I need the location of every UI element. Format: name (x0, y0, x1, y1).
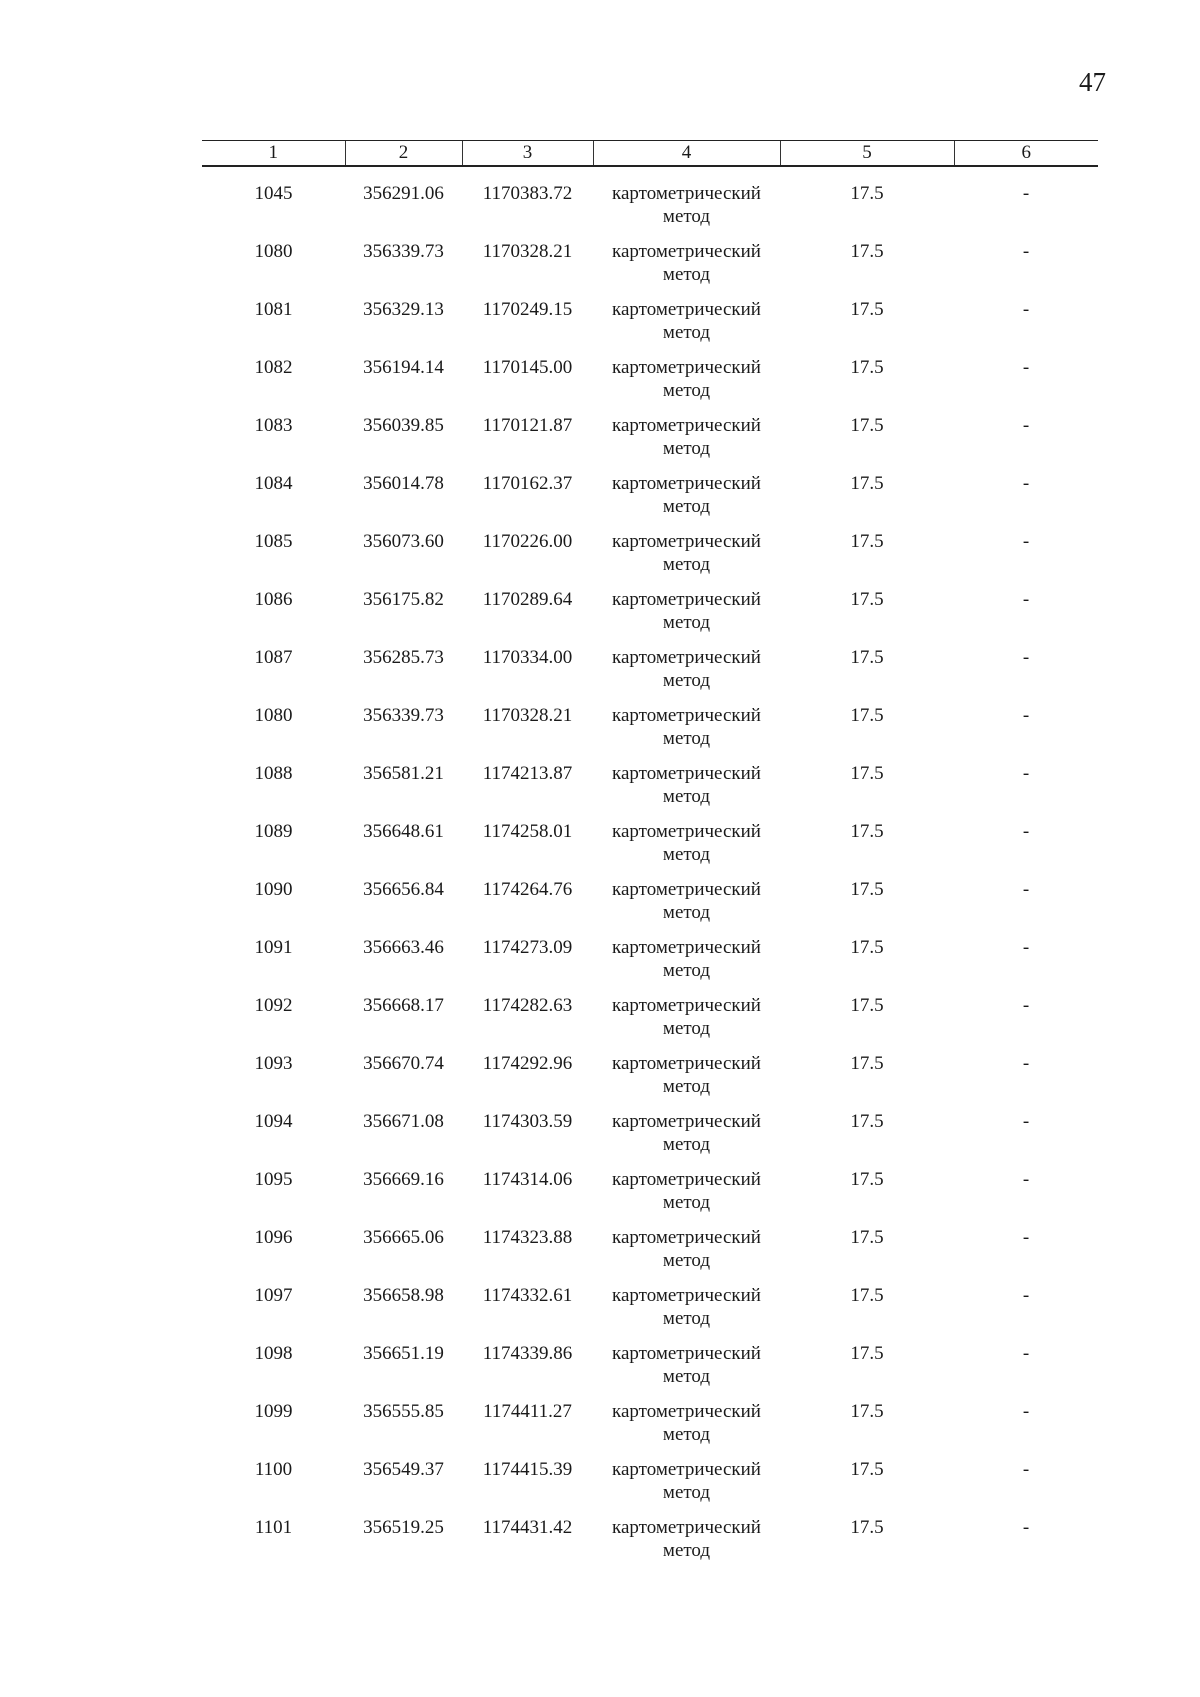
method-cell (593, 1052, 780, 1110)
point-id-cell: 1081 (254, 299, 293, 320)
x-coordinate-cell: 356339.73 (363, 705, 444, 726)
table-row (202, 1516, 1098, 1574)
note-cell: - (1022, 1285, 1030, 1306)
table-row (202, 240, 1098, 298)
table-row (202, 994, 1098, 1052)
y-coordinate-cell: 1170226.00 (482, 531, 573, 552)
x-coordinate-cell: 356175.82 (363, 589, 444, 610)
method-cell (593, 762, 780, 820)
precision-cell: 17.5 (850, 1227, 884, 1248)
precision-cell: 17.5 (850, 995, 884, 1016)
x-coordinate-cell: 356329.13 (363, 299, 444, 320)
x-coordinate-cell: 356291.06 (363, 183, 444, 204)
method-text-line: картометрический (612, 531, 761, 552)
method-text-line: картометрический (612, 1459, 761, 1480)
point-id-cell: 1091 (254, 937, 293, 958)
header-col-5: 5 (780, 141, 954, 167)
note-cell: - (1022, 937, 1030, 958)
table-row (202, 1052, 1098, 1110)
method-cell (593, 936, 780, 994)
method-cell (593, 1342, 780, 1400)
point-id-cell: 1089 (254, 821, 293, 842)
y-coordinate-cell: 1174323.88 (482, 1227, 573, 1248)
x-coordinate-cell: 356519.25 (363, 1517, 444, 1538)
method-text-line: картометрический (612, 415, 761, 436)
point-id-cell: 1045 (254, 183, 293, 204)
point-id-cell: 1087 (254, 647, 293, 668)
coordinates-table (202, 140, 1098, 1574)
y-coordinate-cell: 1174415.39 (482, 1459, 573, 1480)
method-cell (593, 414, 780, 472)
table-row (202, 762, 1098, 820)
method-text-line: метод (662, 670, 711, 691)
note-cell: - (1022, 357, 1030, 378)
method-cell (593, 646, 780, 704)
method-text-line: картометрический (612, 1285, 761, 1306)
table-header (202, 141, 1098, 167)
method-text-line: картометрический (612, 1227, 761, 1248)
method-cell (593, 166, 780, 240)
precision-cell: 17.5 (850, 705, 884, 726)
note-cell: - (1022, 473, 1030, 494)
method-text-line: метод (662, 1308, 711, 1329)
y-coordinate-cell: 1170328.21 (482, 705, 573, 726)
note-cell: - (1022, 415, 1030, 436)
point-id-cell: 1097 (254, 1285, 293, 1306)
note-cell: - (1022, 1343, 1030, 1364)
point-id-cell: 1080 (254, 241, 293, 262)
x-coordinate-cell: 356671.08 (363, 1111, 444, 1132)
precision-cell: 17.5 (850, 1401, 884, 1422)
precision-cell: 17.5 (850, 473, 884, 494)
point-id-cell: 1094 (254, 1111, 293, 1132)
x-coordinate-cell: 356670.74 (363, 1053, 444, 1074)
method-text-line: картометрический (612, 1517, 761, 1538)
table-row (202, 646, 1098, 704)
table-row (202, 1284, 1098, 1342)
note-cell: - (1022, 589, 1030, 610)
y-coordinate-cell: 1174411.27 (483, 1401, 572, 1422)
table-row (202, 1342, 1098, 1400)
note-cell: - (1022, 531, 1030, 552)
table-row (202, 878, 1098, 936)
header-col-1: 1 (202, 141, 345, 167)
table-row (202, 356, 1098, 414)
method-cell (593, 1226, 780, 1284)
method-text-line: картометрический (612, 647, 761, 668)
precision-cell: 17.5 (850, 357, 884, 378)
x-coordinate-cell: 356549.37 (363, 1459, 444, 1480)
method-text-line: картометрический (612, 821, 761, 842)
point-id-cell: 1098 (254, 1343, 293, 1364)
point-id-cell: 1093 (254, 1053, 293, 1074)
note-cell: - (1022, 647, 1030, 668)
precision-cell: 17.5 (850, 763, 884, 784)
note-cell: - (1022, 1053, 1030, 1074)
x-coordinate-cell: 356651.19 (363, 1343, 444, 1364)
method-text-line: картометрический (612, 589, 761, 610)
method-text-line: метод (662, 1424, 711, 1445)
x-coordinate-cell: 356555.85 (363, 1401, 444, 1422)
table-row (202, 1110, 1098, 1168)
method-cell (593, 1400, 780, 1458)
header-col-3: 3 (462, 141, 593, 167)
precision-cell: 17.5 (850, 1459, 884, 1480)
method-text-line: картометрический (612, 705, 761, 726)
precision-cell: 17.5 (850, 821, 884, 842)
note-cell: - (1022, 1227, 1030, 1248)
precision-cell: 17.5 (850, 1111, 884, 1132)
point-id-cell: 1096 (254, 1227, 293, 1248)
method-cell (593, 530, 780, 588)
method-text-line: метод (662, 264, 711, 285)
method-text-line: картометрический (612, 1053, 761, 1074)
x-coordinate-cell: 356669.16 (363, 1169, 444, 1190)
y-coordinate-cell: 1174213.87 (482, 763, 573, 784)
method-text-line: метод (662, 1482, 711, 1503)
x-coordinate-cell: 356663.46 (363, 937, 444, 958)
y-coordinate-cell: 1170145.00 (482, 357, 573, 378)
method-text-line: метод (662, 1192, 711, 1213)
table-row (202, 1168, 1098, 1226)
note-cell: - (1022, 241, 1030, 262)
y-coordinate-cell: 1174431.42 (482, 1517, 573, 1538)
method-cell (593, 1516, 780, 1574)
method-text-line: метод (662, 554, 711, 575)
table-row (202, 166, 1098, 240)
method-text-line: метод (662, 1076, 711, 1097)
note-cell: - (1022, 1111, 1030, 1132)
y-coordinate-cell: 1170289.64 (482, 589, 573, 610)
method-text-line: картометрический (612, 241, 761, 262)
method-text-line: картометрический (612, 299, 761, 320)
x-coordinate-cell: 356014.78 (363, 473, 444, 494)
point-id-cell: 1083 (254, 415, 293, 436)
x-coordinate-cell: 356658.98 (363, 1285, 444, 1306)
precision-cell: 17.5 (850, 241, 884, 262)
header-row (202, 141, 1098, 167)
method-text-line: метод (662, 960, 711, 981)
method-cell (593, 994, 780, 1052)
point-id-cell: 1100 (254, 1459, 293, 1480)
x-coordinate-cell: 356581.21 (363, 763, 444, 784)
y-coordinate-cell: 1174303.59 (482, 1111, 573, 1132)
point-id-cell: 1080 (254, 705, 293, 726)
y-coordinate-cell: 1174273.09 (482, 937, 573, 958)
y-coordinate-cell: 1174292.96 (482, 1053, 573, 1074)
note-cell: - (1022, 183, 1030, 204)
table-row (202, 472, 1098, 530)
note-cell: - (1022, 821, 1030, 842)
point-id-cell: 1095 (254, 1169, 293, 1190)
method-text-line: метод (662, 612, 711, 633)
y-coordinate-cell: 1174264.76 (482, 879, 573, 900)
point-id-cell: 1092 (254, 995, 293, 1016)
precision-cell: 17.5 (850, 1169, 884, 1190)
y-coordinate-cell: 1170249.15 (482, 299, 573, 320)
method-cell (593, 820, 780, 878)
method-text-line: картометрический (612, 1111, 761, 1132)
table-row (202, 530, 1098, 588)
header-col-2: 2 (345, 141, 462, 167)
y-coordinate-cell: 1170383.72 (482, 183, 573, 204)
method-cell (593, 240, 780, 298)
method-cell (593, 1110, 780, 1168)
method-text-line: картометрический (612, 937, 761, 958)
x-coordinate-cell: 356039.85 (363, 415, 444, 436)
method-text-line: метод (662, 1134, 711, 1155)
precision-cell: 17.5 (850, 183, 884, 204)
method-text-line: метод (662, 902, 711, 923)
method-text-line: метод (662, 1018, 711, 1039)
method-text-line: картометрический (612, 357, 761, 378)
point-id-cell: 1090 (254, 879, 293, 900)
method-cell (593, 1168, 780, 1226)
precision-cell: 17.5 (850, 531, 884, 552)
method-text-line: картометрический (612, 473, 761, 494)
method-text-line: картометрический (612, 763, 761, 784)
method-text-line: картометрический (612, 1401, 761, 1422)
note-cell: - (1022, 705, 1030, 726)
method-text-line: метод (662, 844, 711, 865)
note-cell: - (1022, 995, 1030, 1016)
point-id-cell: 1086 (254, 589, 293, 610)
method-text-line: метод (662, 496, 711, 517)
precision-cell: 17.5 (850, 1285, 884, 1306)
method-text-line: картометрический (612, 995, 761, 1016)
x-coordinate-cell: 356668.17 (363, 995, 444, 1016)
x-coordinate-cell: 356073.60 (363, 531, 444, 552)
precision-cell: 17.5 (850, 879, 884, 900)
method-text-line: картометрический (612, 183, 761, 204)
note-cell: - (1022, 879, 1030, 900)
note-cell: - (1022, 299, 1030, 320)
y-coordinate-cell: 1174258.01 (482, 821, 573, 842)
method-text-line: метод (662, 322, 711, 343)
precision-cell: 17.5 (850, 1053, 884, 1074)
note-cell: - (1022, 1169, 1030, 1190)
method-cell (593, 588, 780, 646)
table-row (202, 1400, 1098, 1458)
y-coordinate-cell: 1174339.86 (482, 1343, 573, 1364)
method-text-line: метод (662, 728, 711, 749)
page-number: 47 (1079, 67, 1106, 97)
method-text-line: метод (662, 438, 711, 459)
x-coordinate-cell: 356665.06 (363, 1227, 444, 1248)
precision-cell: 17.5 (850, 1517, 884, 1538)
method-text-line: метод (662, 1250, 711, 1271)
precision-cell: 17.5 (850, 415, 884, 436)
point-id-cell: 1084 (254, 473, 293, 494)
table-row (202, 414, 1098, 472)
point-id-cell: 1101 (254, 1517, 293, 1538)
precision-cell: 17.5 (850, 1343, 884, 1364)
y-coordinate-cell: 1170121.87 (482, 415, 573, 436)
table-body (202, 166, 1098, 1574)
header-col-6: 6 (954, 141, 1098, 167)
method-cell (593, 878, 780, 936)
x-coordinate-cell: 356656.84 (363, 879, 444, 900)
method-text-line: метод (662, 786, 711, 807)
header-col-4: 4 (593, 141, 780, 167)
point-id-cell: 1082 (254, 357, 293, 378)
precision-cell: 17.5 (850, 589, 884, 610)
method-cell (593, 704, 780, 762)
method-text-line: метод (662, 1366, 711, 1387)
point-id-cell: 1088 (254, 763, 293, 784)
x-coordinate-cell: 356285.73 (363, 647, 444, 668)
method-text-line: метод (662, 1540, 711, 1561)
table-row (202, 820, 1098, 878)
table-row (202, 1226, 1098, 1284)
x-coordinate-cell: 356339.73 (363, 241, 444, 262)
y-coordinate-cell: 1170328.21 (482, 241, 573, 262)
method-text-line: картометрический (612, 1169, 761, 1190)
note-cell: - (1022, 1517, 1030, 1538)
precision-cell: 17.5 (850, 937, 884, 958)
method-text-line: метод (662, 380, 711, 401)
x-coordinate-cell: 356648.61 (363, 821, 444, 842)
method-text-line: картометрический (612, 879, 761, 900)
table-row (202, 936, 1098, 994)
method-cell (593, 1284, 780, 1342)
method-cell (593, 356, 780, 414)
point-id-cell: 1099 (254, 1401, 293, 1422)
y-coordinate-cell: 1174282.63 (482, 995, 573, 1016)
table-row (202, 704, 1098, 762)
method-cell (593, 298, 780, 356)
point-id-cell: 1085 (254, 531, 293, 552)
x-coordinate-cell: 356194.14 (363, 357, 444, 378)
method-text-line: картометрический (612, 1343, 761, 1364)
y-coordinate-cell: 1174332.61 (482, 1285, 573, 1306)
precision-cell: 17.5 (850, 647, 884, 668)
table-row (202, 1458, 1098, 1516)
y-coordinate-cell: 1170334.00 (482, 647, 573, 668)
table-row (202, 588, 1098, 646)
note-cell: - (1022, 1401, 1030, 1422)
method-cell (593, 472, 780, 530)
method-cell (593, 1458, 780, 1516)
note-cell: - (1022, 763, 1030, 784)
y-coordinate-cell: 1174314.06 (482, 1169, 573, 1190)
method-text-line: метод (662, 206, 711, 227)
note-cell: - (1022, 1459, 1030, 1480)
y-coordinate-cell: 1170162.37 (482, 473, 573, 494)
table-row (202, 298, 1098, 356)
precision-cell: 17.5 (850, 299, 884, 320)
